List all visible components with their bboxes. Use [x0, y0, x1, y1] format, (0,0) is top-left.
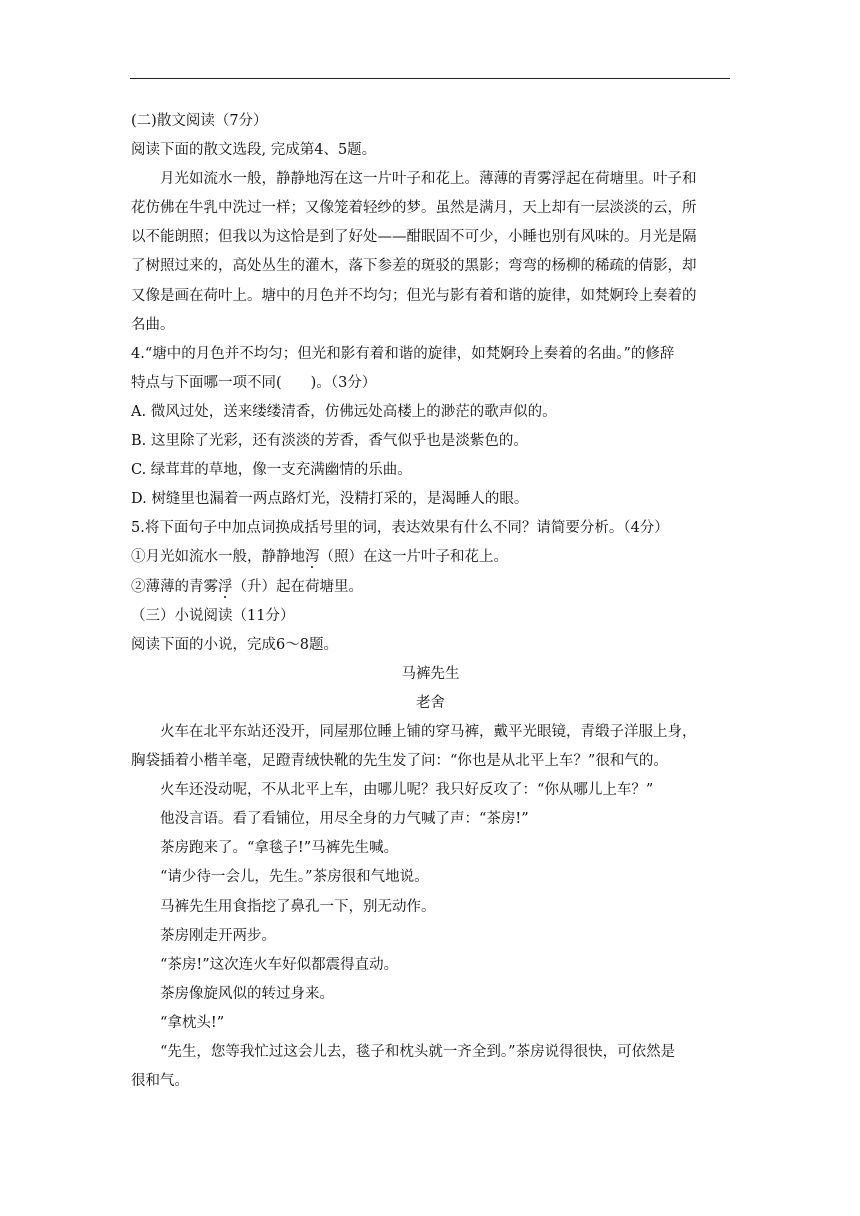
dotted-word: 泻 [305, 549, 320, 566]
question-5-sentence-1 [131, 543, 730, 572]
story-line: “拿枕头!” [160, 1014, 225, 1031]
story-line: 他没言语。看了看铺位，用尽全身的力气喊了声：“茶房!” [160, 811, 529, 828]
passage-line: 以不能朗照；但我以为这恰是到了好处——酣眠固不可少，小睡也别有风味的。月光是隔 [131, 229, 697, 246]
option-a: A. 微风过处，送来缕缕清香，仿佛远处高楼上的渺茫的歌声似的。 [131, 403, 557, 420]
passage-line: 月光如流水一般，静静地泻在这一片叶子和花上。薄薄的青雾浮起在荷塘里。叶子和 [160, 171, 697, 188]
sentence-text: ①月光如流水一般，静静地 [131, 549, 305, 566]
story-line: 胸袋插着小楷羊毫，足蹬青绒快靴的先生发了问：“你也是从北平上车？”很和气的。 [131, 753, 668, 770]
story-author: 老舍 [416, 694, 445, 711]
option-d: D. 树缝里也漏着一两点路灯光，没精打采的，是渴睡人的眼。 [131, 491, 529, 508]
header-rule [130, 78, 730, 79]
section-heading-prose: (二)散文阅读（7分） [131, 113, 268, 129]
story-line: “请少待一会儿，先生。”茶房很和气地说。 [160, 869, 429, 886]
option-b: B. 这里除了光彩，还有淡淡的芳香，香气似乎也是淡紫色的。 [131, 433, 528, 450]
sentence-text: （升）起在荷塘里。 [232, 578, 363, 595]
story-line: 茶房像旋风似的转过身来。 [160, 985, 334, 1002]
story-title: 马裤先生 [401, 665, 460, 682]
story-line: 火车在北平东站还没开，同屋那位睡上铺的穿马裤，戴平光眼镜，青缎子洋服上身， [160, 723, 697, 740]
section-instruction-novel: 阅读下面的小说，完成6～8题。 [131, 636, 338, 653]
question-4-line: 特点与下面哪一项不同( )。（3分） [131, 374, 377, 391]
section-instruction-prose: 阅读下面的散文选段, 完成第4、5题。 [131, 142, 377, 159]
story-line: 茶房跑来了。“拿毯子!”马裤先生喊。 [160, 840, 399, 857]
story-line: 火车还没动呢，不从北平上车，由哪儿呢？我只好反攻了：“你从哪儿上车？” [160, 782, 654, 799]
story-line: “先生，您等我忙过这会儿去，毯子和枕头就一齐全到。”茶房说得很快，可依然是 [160, 1044, 676, 1060]
document-body [131, 107, 730, 1096]
question-5: 5.将下面句子中加点词换成括号里的词，表达效果有什么不同？请简要分析。（4分） [131, 520, 669, 537]
story-line: 很和气。 [131, 1073, 189, 1090]
passage-line: 了树照过来的，高处丛生的灌木，落下参差的斑驳的黑影；弯弯的杨柳的稀疏的倩影，却 [131, 258, 697, 275]
question-4-line: 4.“塘中的月色并不均匀；但光和影有着和谐的旋律，如梵婀玲上奏着的名曲。”的修辞 [131, 345, 675, 362]
passage-line: 名曲。 [131, 316, 175, 333]
story-line: 马裤先生用食指挖了鼻孔一下，别无动作。 [160, 898, 436, 915]
sentence-text: ②薄薄的青雾 [131, 578, 218, 595]
passage-line: 花仿佛在牛乳中洗过一样；又像笼着轻纱的梦。虽然是满月，天上却有一层淡淡的云，所 [131, 200, 697, 217]
sentence-text: （照）在这一片叶子和花上。 [319, 549, 508, 566]
option-c: C. 绿茸茸的草地，像一支充满幽情的乐曲。 [131, 462, 412, 479]
dotted-word: 浮 [218, 578, 233, 595]
question-5-sentence-2 [131, 573, 730, 602]
passage-line: 又像是画在荷叶上。塘中的月色并不均匀；但光与影有着和谐的旋律，如梵婀玲上奏着的 [131, 287, 697, 304]
section-heading-novel: （三）小说阅读（11分） [131, 607, 295, 624]
story-line: “茶房!”这次连火车好似都震得直动。 [160, 956, 399, 973]
story-line: 茶房刚走开两步。 [160, 927, 276, 944]
